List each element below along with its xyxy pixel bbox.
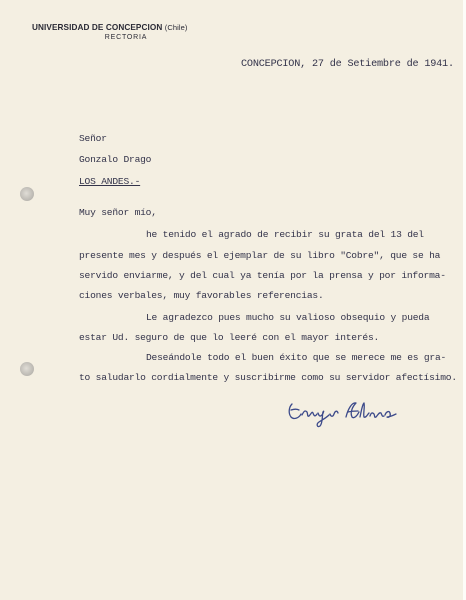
- recipient-title: Señor: [79, 133, 107, 144]
- body-line: estar Ud. seguro de que lo leeré con el mayor interés.: [79, 332, 380, 343]
- recipient-name: Gonzalo Drago: [79, 154, 152, 165]
- body-line: he tenido el agrado de recibir su grata del 13 del: [146, 229, 424, 240]
- body-line: servido enviarme, y del cual ya tenía por la prensa y por informa-: [79, 270, 446, 281]
- body-line: to saludarlo cordialmente y suscribirme como su servidor afectísimo.: [79, 372, 457, 383]
- punch-hole-top: [20, 187, 34, 201]
- letterhead-office: RECTORIA: [104, 34, 148, 41]
- greeting: Muy señor mío,: [79, 207, 157, 218]
- letterhead-country: (Chile): [164, 23, 188, 32]
- letterhead-university-line: [32, 23, 196, 32]
- letterhead: [32, 23, 196, 41]
- body-line: Deseándole todo el buen éxito que se merece me es gra-: [146, 352, 447, 363]
- body-line: Le agradezco pues mucho su valioso obsequio y pueda: [146, 312, 430, 323]
- punch-hole-bottom: [20, 362, 34, 376]
- letterhead-university: UNIVERSIDAD DE CONCEPCION: [32, 23, 163, 32]
- recipient-place: LOS ANDES.-: [79, 176, 141, 187]
- body-line: presente mes y después el ejemplar de su libro "Cobre", que se ha: [79, 250, 441, 261]
- handwritten-signature: [286, 395, 406, 431]
- body-line: ciones verbales, muy favorables referencias.: [79, 290, 324, 301]
- date-line: CONCEPCION, 27 de Setiembre de 1941.: [241, 59, 454, 70]
